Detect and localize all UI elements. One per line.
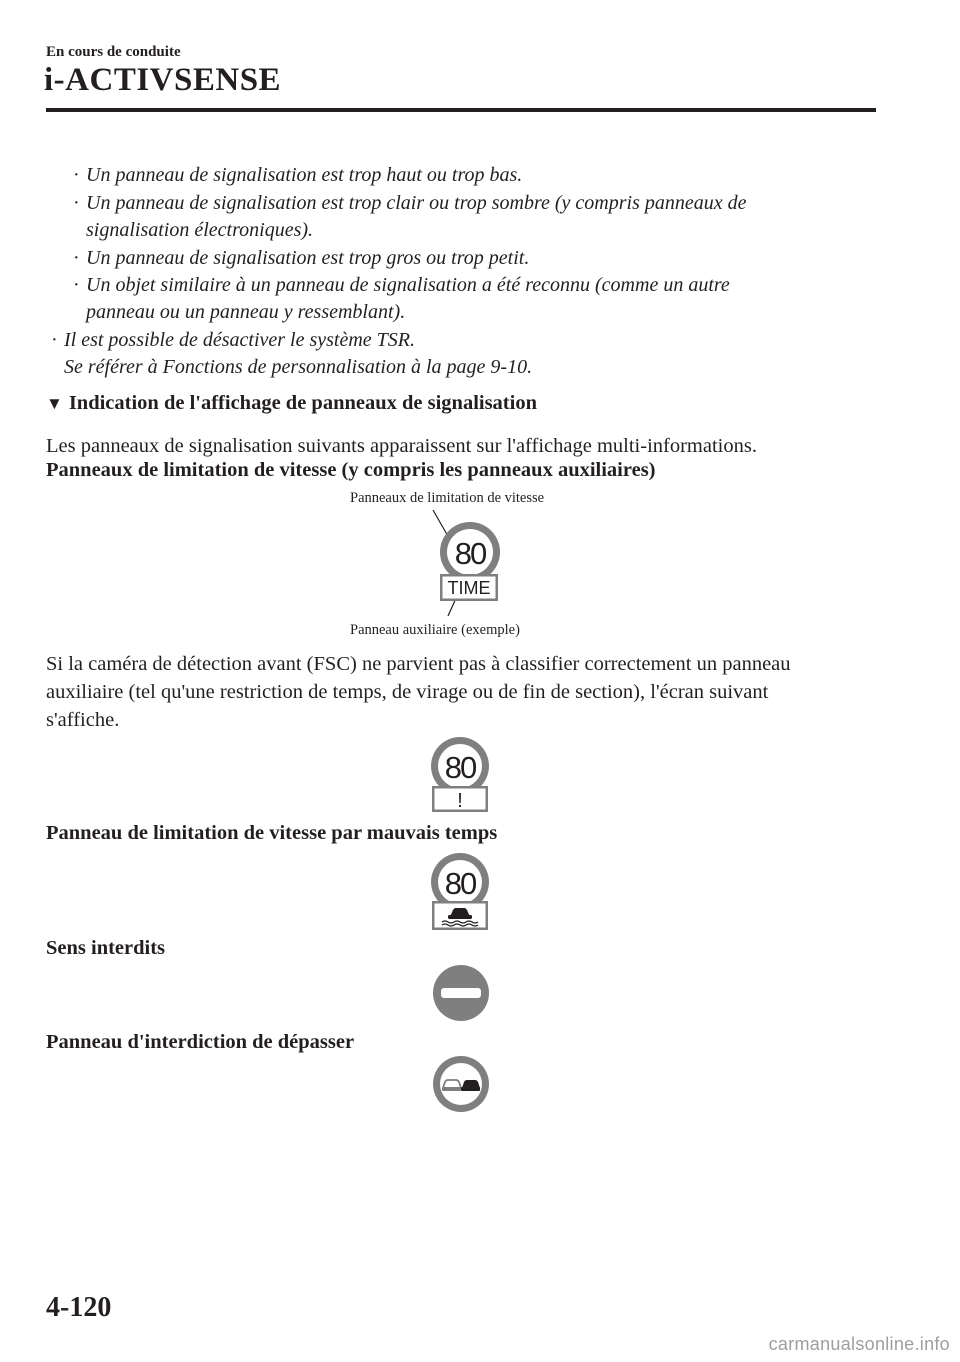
bullet-icon: · bbox=[73, 164, 80, 186]
speed-limit-time-illustration bbox=[420, 508, 520, 628]
speed-value: 80 bbox=[444, 866, 476, 901]
paragraph-line: auxiliaire (tel qu'une restriction de temps, de virage ou de fin de section), l'écran suivant bbox=[46, 681, 769, 703]
speed-value: 80 bbox=[454, 536, 486, 571]
list-item: · Un panneau de signalisation est trop haut ou trop bas. bbox=[86, 161, 522, 189]
paragraph-line: s'affiche. bbox=[46, 709, 120, 731]
cross-reference: Se référer à Fonctions de personnalisation à la page 9-10. bbox=[64, 356, 533, 378]
section-label: En cours de conduite bbox=[46, 44, 181, 60]
list-item-continuation: signalisation électroniques). bbox=[86, 219, 314, 241]
no-entry-heading: Sens interdits bbox=[46, 937, 166, 959]
bullet-icon: · bbox=[51, 329, 58, 351]
triangle-down-icon: ▼ bbox=[46, 394, 63, 413]
speed-value: 80 bbox=[444, 750, 476, 785]
label-auxiliary-sign: Panneau auxiliaire (exemple) bbox=[350, 622, 520, 638]
speed-signs-heading: Panneaux de limitation de vitesse (y compris les panneaux auxiliaires) bbox=[46, 459, 656, 481]
section-intro: Les panneaux de signalisation suivants apparaissent sur l'affichage multi-informations. bbox=[46, 435, 757, 457]
no-overtaking-heading: Panneau d'interdiction de dépasser bbox=[46, 1031, 355, 1053]
section-heading: ▼ Indication de l'affichage de panneaux de signalisation bbox=[46, 392, 537, 414]
page-number: 4-120 bbox=[46, 1292, 112, 1323]
aux-sign-text: TIME bbox=[447, 578, 491, 598]
list-item: · Un panneau de signalisation est trop gros ou trop petit. bbox=[86, 244, 529, 272]
no-entry-sign-icon bbox=[432, 964, 490, 1022]
watermark: carmanualsonline.info bbox=[768, 1334, 950, 1354]
chapter-title: i-ACTIVSENSE bbox=[44, 62, 282, 98]
exclamation-icon: ! bbox=[457, 790, 463, 812]
list-item-main: · Il est possible de désactiver le système TSR. bbox=[64, 326, 415, 354]
bullet-icon: · bbox=[73, 247, 80, 269]
no-overtaking-sign-icon bbox=[432, 1055, 490, 1113]
speed-limit-unknown-aux-illustration bbox=[428, 734, 492, 816]
label-speed-sign: Panneaux de limitation de vitesse bbox=[350, 490, 545, 506]
list-item: · Un panneau de signalisation est trop clair ou trop sombre (y compris panneaux de bbox=[86, 189, 747, 217]
bad-weather-heading: Panneau de limitation de vitesse par mauvais temps bbox=[46, 822, 498, 844]
list-item: · Un objet similaire à un panneau de signalisation a été reconnu (comme un autre bbox=[86, 271, 730, 299]
paragraph-line: Si la caméra de détection avant (FSC) ne parvient pas à classifier correctement un panneau bbox=[46, 653, 791, 675]
header-rule bbox=[46, 108, 876, 112]
bullet-icon: · bbox=[73, 274, 80, 296]
bullet-icon: · bbox=[73, 192, 80, 214]
speed-limit-bad-weather-illustration bbox=[428, 851, 492, 933]
list-item-continuation: panneau ou un panneau y ressemblant). bbox=[86, 301, 406, 323]
